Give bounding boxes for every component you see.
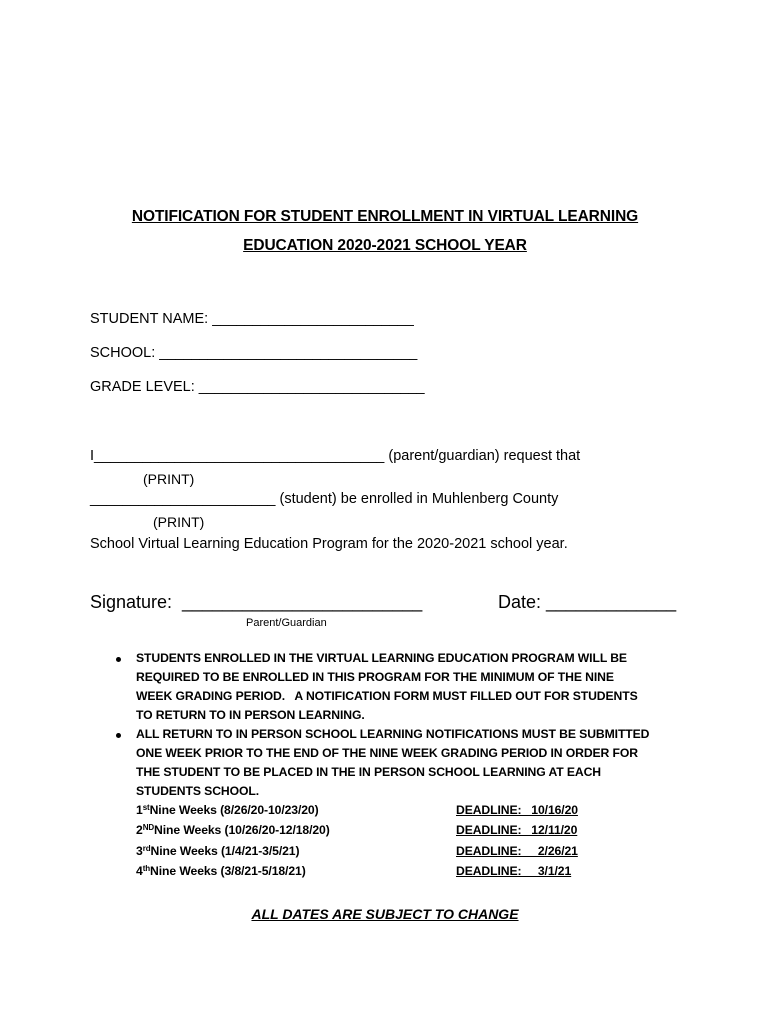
date-line: Date: _____________ [498,592,677,612]
program-statement-line: School Virtual Learning Education Program for the 2020-2021 school year. [90,536,568,552]
document-title-line-2: EDUCATION 2020-2021 SCHOOL YEAR [243,237,527,254]
schedule-row-1-deadline: DEADLINE: 10/16/20 [456,803,578,817]
grade-level-field: GRADE LEVEL: ____________________________ [90,379,425,395]
schedule-row-1-period: 1stNine Weeks (8/26/20-10/23/20) [136,803,319,817]
bullet-icon [116,733,121,738]
bullet-1-line-3: WEEK GRADING PERIOD. A NOTIFICATION FORM MUST FILLED OUT FOR STUDENTS [136,689,638,703]
parent-request-line: I____________________________________ (parent/guardian) request that [90,448,581,464]
bullet-1-line-4: TO RETURN TO IN PERSON LEARNING. [136,708,365,722]
bullet-1-line-2: REQUIRED TO BE ENROLLED IN THIS PROGRAM FOR THE MINIMUM OF THE NINE [136,670,614,684]
bullet-2-line-4: STUDENTS SCHOOL. [136,784,259,798]
print-caption-parent: (PRINT) [143,471,195,487]
print-caption-student: (PRINT) [153,514,205,530]
student-name-field: STUDENT NAME: _________________________ [90,311,414,327]
dates-subject-to-change-notice: ALL DATES ARE SUBJECT TO CHANGE [251,906,519,922]
signature-line: Signature: ________________________ [90,592,423,612]
bullet-2-line-2: ONE WEEK PRIOR TO THE END OF THE NINE WEEK GRADING PERIOD IN ORDER FOR [136,746,638,760]
schedule-row-4-period: 4thNine Weeks (3/8/21-5/18/21) [136,864,306,878]
schedule-row-3-period: 3rdNine Weeks (1/4/21-3/5/21) [136,844,300,858]
schedule-row-3-deadline: DEADLINE: 2/26/21 [456,844,578,858]
bullet-2-line-1: ALL RETURN TO IN PERSON SCHOOL LEARNING NOTIFICATIONS MUST BE SUBMITTED [136,727,650,741]
document-title-line-1: NOTIFICATION FOR STUDENT ENROLLMENT IN VIRTUAL LEARNING [131,208,639,225]
bullet-1-line-1: STUDENTS ENROLLED IN THE VIRTUAL LEARNING EDUCATION PROGRAM WILL BE [136,651,627,665]
student-request-line: _______________________ (student) be enrolled in Muhlenberg County [90,491,559,507]
bullet-2-line-3: THE STUDENT TO BE PLACED IN THE IN PERSON SCHOOL LEARNING AT EACH [136,765,602,779]
school-field: SCHOOL: ________________________________ [90,345,418,361]
bullet-icon [116,657,121,662]
schedule-row-4-deadline: DEADLINE: 3/1/21 [456,864,572,878]
schedule-row-2-deadline: DEADLINE: 12/11/20 [456,823,578,837]
parent-guardian-caption: Parent/Guardian [246,617,327,629]
schedule-row-2-period: 2NDNine Weeks (10/26/20-12/18/20) [136,823,330,837]
